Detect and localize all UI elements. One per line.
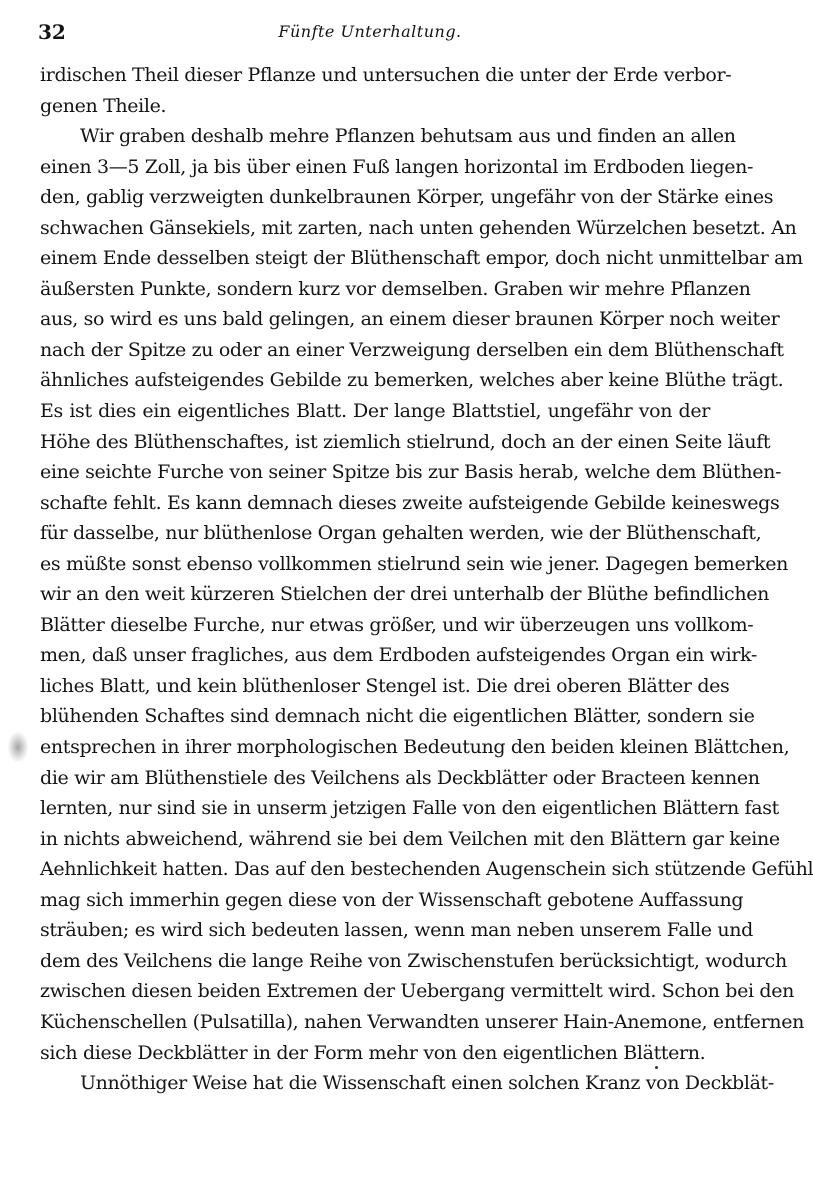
text-line: Wir graben deshalb mehre Pflanzen behutsam aus und finden an allen bbox=[80, 125, 736, 148]
text-line: dem des Veilchens die lange Reihe von Zwischenstufen berücksichtigt, wodurch bbox=[40, 949, 787, 972]
ink-speck bbox=[655, 1066, 658, 1069]
text-line: irdischen Theil dieser Pflanze und untersuchen die unter der Erde verbor- bbox=[40, 64, 732, 86]
text-line: für dasselbe, nur blüthenlose Organ gehalten werden, wie der Blüthenschaft, bbox=[40, 522, 762, 545]
text-line: Unnöthiger Weise hat die Wissenschaft einen solchen Kranz von Deckblät- bbox=[80, 1072, 774, 1095]
text-line: einen 3—5 Zoll, ja bis über einen Fuß langen horizontal im Erdboden liegen- bbox=[40, 155, 754, 178]
text-line: men, daß unser fragliches, aus dem Erdboden aufsteigendes Organ ein wirk- bbox=[40, 644, 757, 667]
text-line: ähnliches aufsteigendes Gebilde zu bemerken, welches aber keine Blüthe trägt. bbox=[40, 369, 784, 392]
text-line: genen Theile. bbox=[40, 94, 167, 117]
chapter-title: Fünfte Unterhaltung. bbox=[278, 22, 462, 41]
text-line: sich diese Deckblätter in der Form mehr von den eigentlichen Blättern. bbox=[40, 1041, 706, 1064]
running-head bbox=[38, 20, 702, 50]
text-line: Es ist dies ein eigentliches Blatt. Der lange Blattstiel, ungefähr von der bbox=[40, 400, 710, 423]
text-line: schafte fehlt. Es kann demnach dieses zweite aufsteigende Gebilde keineswegs bbox=[40, 491, 780, 514]
text-line: liches Blatt, und kein blüthenloser Stengel ist. Die drei oberen Blätter des bbox=[40, 674, 730, 697]
page-number: 32 bbox=[38, 20, 66, 44]
text-line: äußersten Punkte, sondern kurz vor demselben. Graben wir mehre Pflanzen bbox=[40, 277, 751, 300]
text-line: die wir am Blüthenstiele des Veilchens als Deckblätter oder Bracteen kennen bbox=[40, 766, 760, 789]
text-line: einem Ende desselben steigt der Blüthenschaft empor, doch nicht unmittelbar am bbox=[40, 247, 803, 270]
text-line: nach der Spitze zu oder an einer Verzweigung derselben ein dem Blüthenschaft bbox=[40, 338, 784, 361]
text-line: lernten, nur sind sie in unserm jetzigen Falle von den eigentlichen Blättern fast bbox=[40, 797, 779, 820]
text-line: mag sich immerhin gegen diese von der Wissenschaft gebotene Auffassung bbox=[40, 888, 744, 911]
text-line: Höhe des Blüthenschaftes, ist ziemlich stielrund, doch an der einen Seite läuft bbox=[40, 430, 771, 453]
text-line: blühenden Schaftes sind demnach nicht die eigentlichen Blätter, sondern sie bbox=[40, 705, 755, 728]
text-line: den, gablig verzweigten dunkelbraunen Körper, ungefähr von der Stärke eines bbox=[40, 186, 774, 209]
text-line: schwachen Gänsekiels, mit zarten, nach unten gehenden Würzelchen besetzt. An bbox=[40, 216, 797, 239]
text-line: eine seichte Furche von seiner Spitze bis zur Basis herab, welche dem Blüthen- bbox=[40, 461, 782, 484]
text-line: aus, so wird es uns bald gelingen, an einem dieser braunen Körper noch weiter bbox=[40, 308, 780, 331]
text-line: zwischen diesen beiden Extremen der Uebergang vermittelt wird. Schon bei den bbox=[40, 980, 794, 1003]
text-line: entsprechen in ihrer morphologischen Bedeutung den beiden kleinen Blättchen, bbox=[40, 736, 790, 759]
text-line: Küchenschellen (Pulsatilla), nahen Verwandten unserer Hain-Anemone, entfernen bbox=[40, 1010, 804, 1033]
ink-smudge bbox=[8, 732, 28, 762]
text-line: wir an den weit kürzeren Stielchen der drei unterhalb der Blüthe befindlichen bbox=[40, 583, 769, 606]
text-line: in nichts abweichend, während sie bei dem Veilchen mit den Blättern gar keine bbox=[40, 827, 780, 850]
body-text bbox=[40, 60, 813, 1099]
text-line: Blätter dieselbe Furche, nur etwas größer, und wir überzeugen uns vollkom- bbox=[40, 613, 754, 636]
text-line: Aehnlichkeit hatten. Das auf den bestechenden Augenschein sich stützende Gefühl bbox=[40, 858, 813, 881]
text-line: es müßte sonst ebenso vollkommen stielrund sein wie jener. Dagegen bemerken bbox=[40, 552, 789, 575]
text-line: sträuben; es wird sich bedeuten lassen, wenn man neben unserem Falle und bbox=[40, 919, 753, 942]
